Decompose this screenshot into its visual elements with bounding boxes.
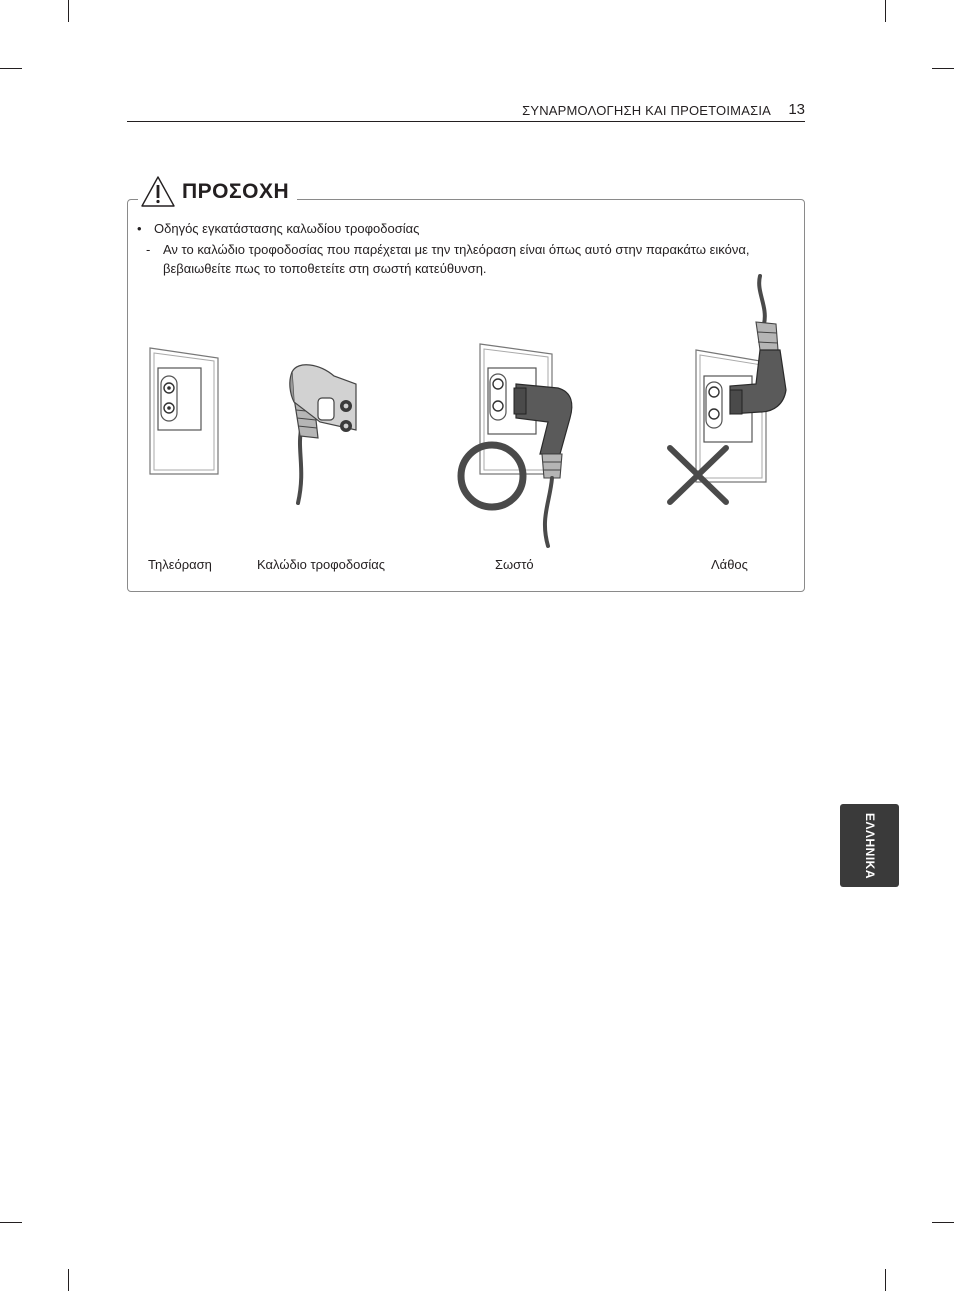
language-tab <box>840 804 899 887</box>
page-number: 13 <box>788 101 805 118</box>
label-tv: Τηλεόραση <box>148 557 212 572</box>
dash-marker: - <box>146 242 151 257</box>
warning-icon <box>140 175 176 209</box>
crop-mark <box>68 0 69 22</box>
dash-text: Αν το καλώδιο τροφοδοσίας που παρέχεται με την τηλεόραση είναι όπως αυτό στην παρακάτω εικόνα, βεβαιωθείτε πως το τοποθετείτε στη σωστή κατεύθυνση. <box>163 242 750 276</box>
label-power-cable: Καλώδιο τροφοδοσίας <box>257 557 386 572</box>
crop-mark <box>0 68 22 69</box>
bullet-icon: • <box>137 221 142 236</box>
label-wrong: Λάθος <box>711 557 748 572</box>
tv-socket-illustration <box>148 346 224 478</box>
power-cable-illustration <box>284 358 364 508</box>
bullet-item <box>137 221 419 236</box>
correct-orientation-illustration <box>454 342 578 550</box>
crop-mark <box>932 1222 954 1223</box>
running-header <box>127 97 805 122</box>
crop-mark <box>0 1222 22 1223</box>
language-tab-label: ΕΛΛΗΝΙΚΑ <box>862 812 877 879</box>
crop-mark <box>68 1269 69 1291</box>
crop-mark <box>885 0 886 22</box>
section-title: ΣΥΝΑΡΜΟΛΟΓΗΣΗ ΚΑΙ ΠΡΟΕΤΟΙΜΑΣΙΑ <box>522 103 771 118</box>
bullet-text: Οδηγός εγκατάστασης καλωδίου τροφοδοσίας <box>154 221 420 236</box>
crop-mark <box>885 1269 886 1291</box>
caution-heading <box>138 172 297 212</box>
crop-mark <box>932 68 954 69</box>
wrong-orientation-illustration <box>664 272 794 508</box>
caution-title: ΠΡΟΣΟΧΗ <box>182 180 290 203</box>
label-correct: Σωστό <box>495 557 534 572</box>
